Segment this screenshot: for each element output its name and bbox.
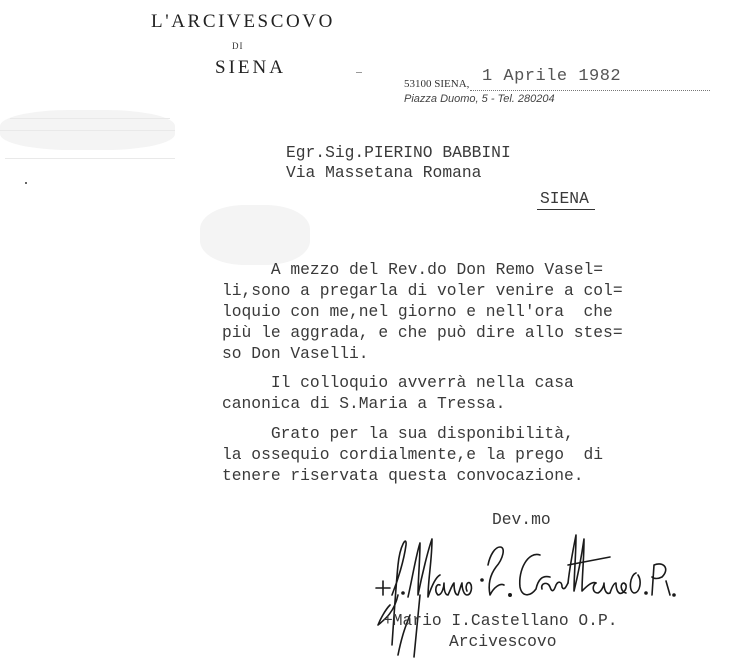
body-line: Il colloquio avverrà nella casa: [222, 373, 574, 392]
date-line: [404, 67, 622, 92]
scan-mark: [10, 118, 170, 119]
letterhead-di: DI: [232, 41, 244, 51]
scan-mark: [5, 158, 175, 159]
closing-salutation: Dev.mo: [492, 510, 551, 529]
body-line: tenere riservata questa convocazione.: [222, 466, 584, 485]
recipient-city: SIENA: [537, 189, 595, 210]
body-line: li,sono a pregarla di voler venire a col=: [222, 281, 623, 300]
scan-mark: [0, 130, 175, 131]
letterhead-city: SIENA: [215, 57, 286, 78]
letterhead-title: L'ARCIVESCOVO: [151, 11, 335, 32]
body-line: la ossequio cordialmente,e la prego di: [222, 445, 604, 464]
scan-dot: [356, 72, 362, 73]
typed-signatory-name: +Mario I.Castellano O.P.: [383, 611, 618, 630]
body-line: più le aggrada, e che può dire allo stes=: [222, 323, 623, 342]
letterhead-address: Piazza Duomo, 5 - Tel. 280204: [404, 93, 555, 105]
date-dotted-line: [470, 90, 710, 91]
signatory-title: Arcivescovo: [449, 632, 557, 651]
scan-smudge: [200, 205, 310, 265]
body-line: loquio con me,nel giorno e nell'ora che: [222, 302, 613, 321]
body-line: Grato per la sua disponibilità,: [222, 424, 574, 443]
postal-city: 53100 SIENA,: [404, 78, 470, 90]
letter-date: 1 Aprile 1982: [482, 67, 622, 86]
scan-dot: [25, 182, 27, 184]
body-line: A mezzo del Rev.do Don Remo Vasel=: [222, 260, 604, 279]
recipient-street: Via Massetana Romana: [286, 163, 482, 182]
recipient-name: Egr.Sig.PIERINO BABBINI: [286, 143, 511, 162]
body-line: so Don Vaselli.: [222, 344, 369, 363]
body-line: canonica di S.Maria a Tressa.: [222, 394, 506, 413]
